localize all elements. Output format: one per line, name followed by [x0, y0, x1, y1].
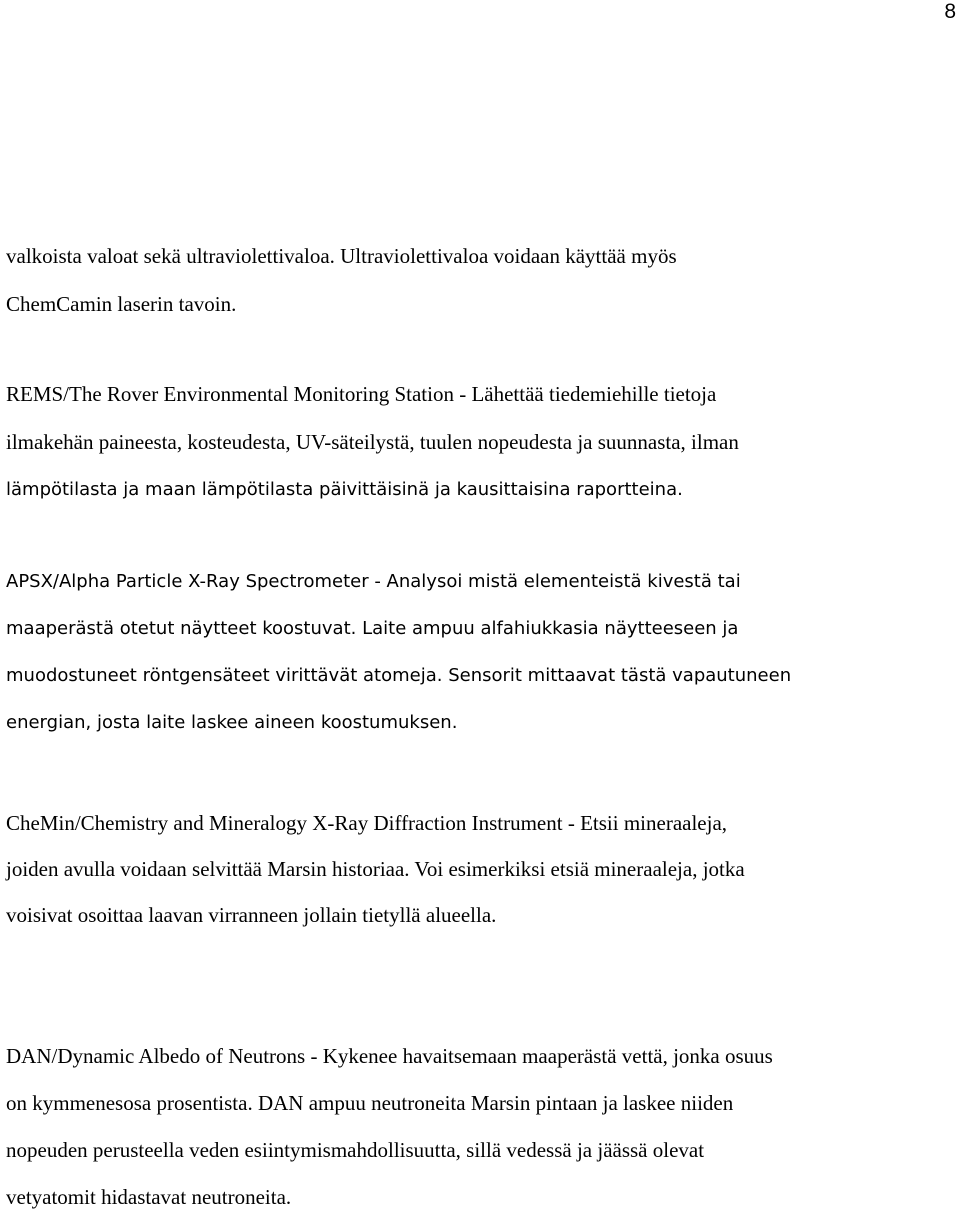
text-line: REMS/The Rover Environmental Monitoring Station - Lähettää tiedemiehille tietoja [6, 382, 717, 406]
paragraph-dan [6, 1033, 956, 1221]
text-line: maaperästä otetut näytteet koostuvat. Laite ampuu alfahiukkasia näytteeseen ja [6, 618, 739, 639]
text-line: CheMin/Chemistry and Mineralogy X-Ray Diffraction Instrument - Etsii mineraaleja, [6, 811, 728, 835]
text-line: nopeuden perusteella veden esiintymismahdollisuutta, sillä vedessä ja jäässä olevat [6, 1138, 705, 1162]
text-line: APSX/Alpha Particle X-Ray Spectrometer - Analysoi mistä elementeistä kivestä tai [6, 571, 741, 592]
page-number: 8 [944, 0, 956, 23]
text-line: ilmakehän paineesta, kosteudesta, UV-säteilystä, tuulen nopeudesta ja suunnasta, ilman [6, 430, 739, 454]
paragraph-chemcam-continuation [6, 232, 956, 328]
text-line: valkoista valoat sekä ultraviolettivaloa. Ultraviolettivaloa voidaan käyttää myös [6, 244, 677, 268]
text-line: on kymmenesosa prosentista. DAN ampuu neutroneita Marsin pintaan ja laskee niiden [6, 1091, 734, 1115]
text-line: muodostuneet röntgensäteet virittävät atomeja. Sensorit mittaavat tästä vapautuneen [6, 665, 792, 686]
paragraph-chemin [6, 800, 956, 938]
text-line: DAN/Dynamic Albedo of Neutrons - Kykenee havaitsemaan maaperästä vettä, jonka osuus [6, 1044, 773, 1068]
text-line: ChemCamin laserin tavoin. [6, 292, 237, 316]
paragraph-rems [6, 370, 956, 514]
text-line: vetyatomit hidastavat neutroneita. [6, 1185, 292, 1209]
text-line: voisivat osoittaa laavan virranneen jollain tietyllä alueella. [6, 903, 497, 927]
text-line: lämpötilasta ja maan lämpötilasta päivittäisinä ja kausittaisina raportteina. [6, 479, 683, 500]
text-line: energian, josta laite laskee aineen koostumuksen. [6, 712, 458, 733]
paragraph-apsx [6, 558, 956, 746]
text-line: joiden avulla voidaan selvittää Marsin historiaa. Voi esimerkiksi etsiä mineraaleja, jotka [6, 857, 745, 881]
